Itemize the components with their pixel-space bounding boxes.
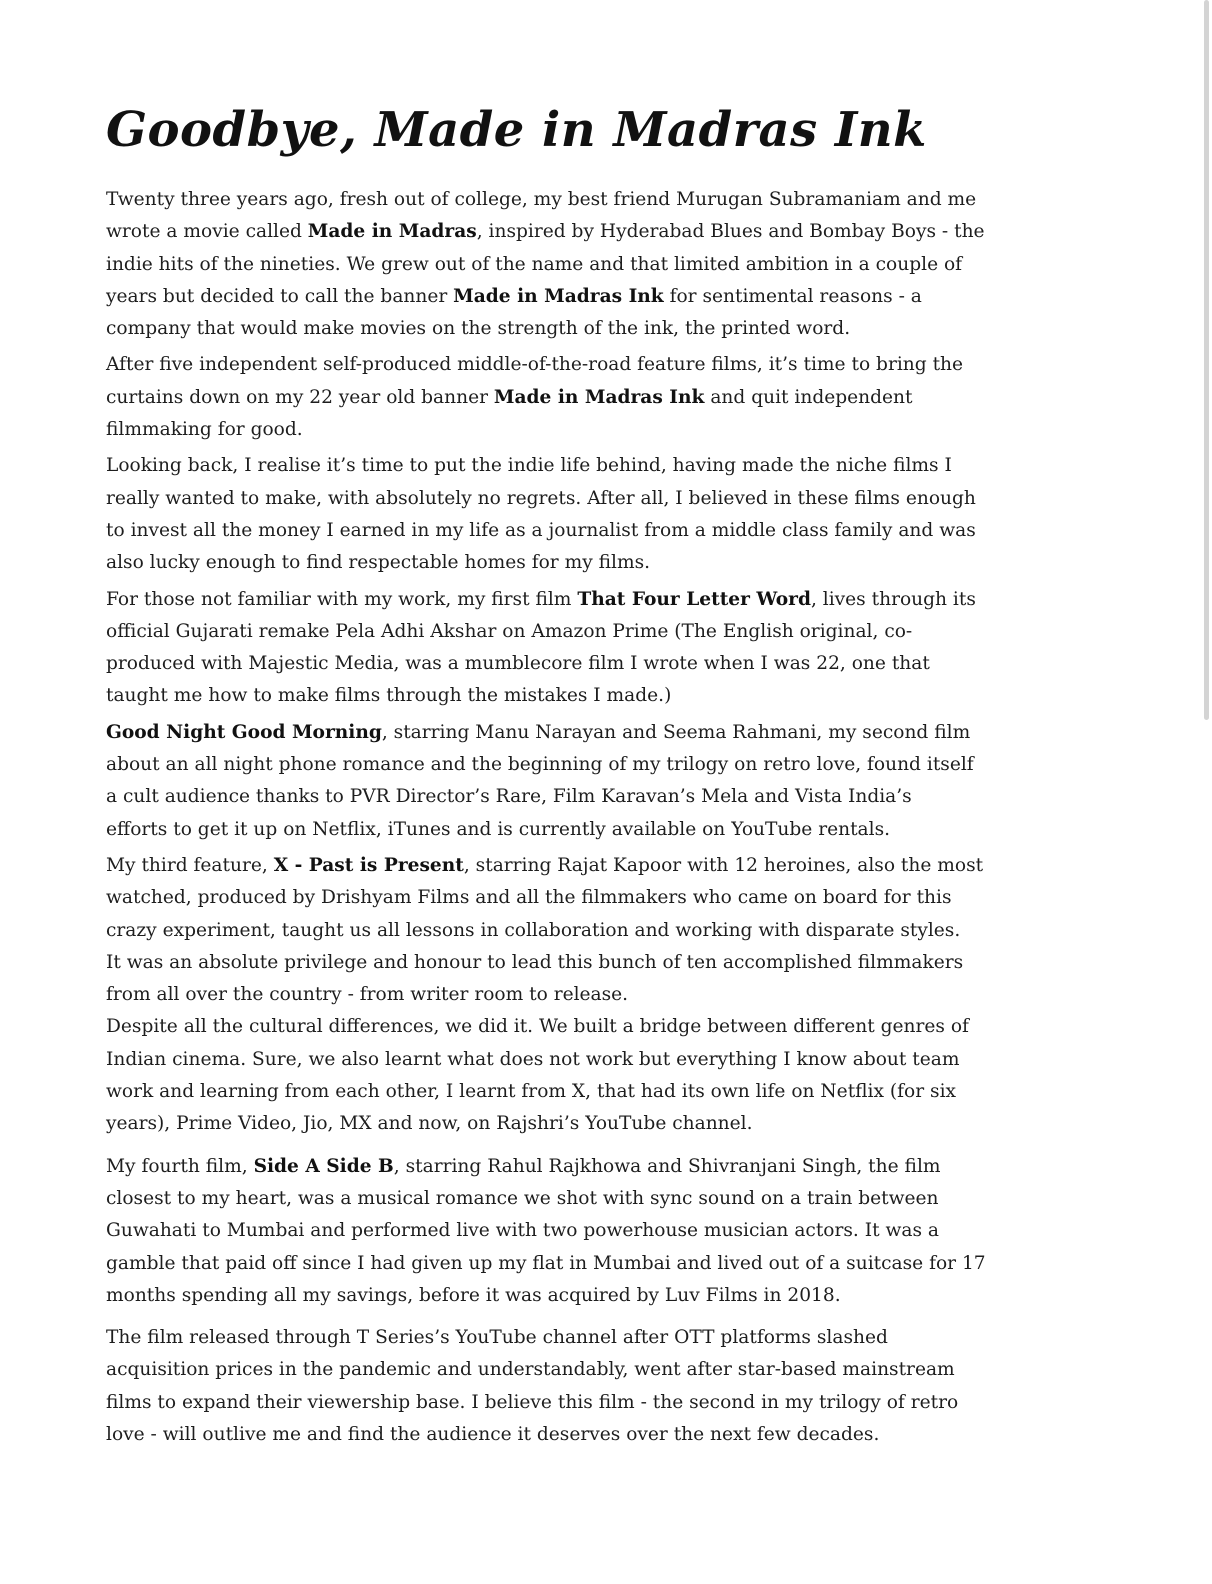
text-line [106, 915, 1090, 947]
text-run: closest to my heart, was a musical romance we shot with sync sound on a train between [106, 1187, 939, 1209]
text-line [106, 979, 1090, 1011]
text-run: My fourth film, [106, 1155, 254, 1177]
paragraph [106, 349, 1090, 446]
text-run: , lives through its [810, 588, 976, 610]
text-line [106, 313, 1090, 345]
scrollbar-thumb[interactable] [1204, 0, 1209, 720]
paragraph [106, 584, 1090, 713]
text-run: indie hits of the nineties. We grew out of the name and that limited ambition in a couple of [106, 253, 963, 275]
text-run: , starring Manu Narayan and Seema Rahmani, my second film [381, 721, 971, 743]
text-run: work and learning from each other, I learnt from X, that had its own life on Netflix (for six [106, 1081, 957, 1103]
text-run: films to expand their viewership base. I believe this film - the second in my trilogy of retro [106, 1391, 959, 1413]
paragraph [106, 850, 1090, 1011]
text-line [106, 584, 1090, 616]
text-line [106, 1419, 1090, 1451]
text-run: The film released through T Series’s YouTube channel after OTT platforms slashed [106, 1327, 888, 1349]
text-run: Indian cinema. Sure, we also learnt what does not work but everything I know about team [106, 1048, 960, 1070]
article-body [106, 184, 1090, 1451]
text-line [106, 1322, 1090, 1354]
text-line [106, 781, 1090, 813]
text-run: crazy experiment, taught us all lessons in collaboration and working with disparate styles. [106, 919, 961, 941]
text-run: , starring Rajat Kapoor with 12 heroines, also the most [463, 854, 984, 876]
text-run: Despite all the cultural differences, we did it. We built a bridge between different genres of [106, 1016, 969, 1038]
text-line [106, 1248, 1090, 1280]
text-line [106, 1215, 1090, 1247]
bold-title-text: X - Past is Present [273, 854, 464, 876]
text-run: also lucky enough to find respectable homes for my films. [106, 552, 651, 574]
text-run: , inspired by Hyderabad Blues and Bombay Boys - the [476, 221, 985, 243]
text-run: Looking back, I realise it’s time to put the indie life behind, having made the niche films I [106, 455, 952, 477]
text-line [106, 450, 1090, 482]
bold-title-text: That Four Letter Word [577, 588, 811, 610]
text-line [106, 1354, 1090, 1386]
bold-title-text: Made in Madras Ink [493, 386, 705, 408]
bold-title-text: Side A Side B [253, 1155, 394, 1177]
text-line [106, 1108, 1090, 1140]
text-line [106, 414, 1090, 446]
page-title: Goodbye, Made in Madras Ink [106, 102, 927, 158]
bold-title-text: Made in Madras Ink [453, 285, 664, 307]
text-line [106, 947, 1090, 979]
text-line [106, 1011, 1090, 1043]
text-line [106, 1076, 1090, 1108]
text-run: taught me how to make films through the mistakes I made.) [106, 685, 672, 707]
text-run: efforts to get it up on Netflix, iTunes and is currently available on YouTube rentals. [106, 818, 891, 840]
text-run: filmmaking for good. [106, 419, 303, 441]
text-run: It was an absolute privilege and honour to lead this bunch of ten accomplished filmmakers [106, 951, 964, 973]
text-line [106, 1183, 1090, 1215]
text-line [106, 717, 1090, 749]
text-run: acquisition prices in the pandemic and understandably, went after star-based mainstream [106, 1359, 955, 1381]
text-run: Twenty three years ago, fresh out of college, my best friend Murugan Subramaniam and me [106, 189, 977, 210]
paragraph [106, 450, 1090, 579]
text-run: for sentimental reasons - a [663, 285, 922, 307]
bold-title-text: Good Night Good Morning [106, 721, 382, 743]
text-run: wrote a movie called [106, 221, 308, 243]
text-run: gamble that paid off since I had given up my flat in Mumbai and lived out of a suitcase for 17 [106, 1252, 986, 1274]
text-line [106, 749, 1090, 781]
text-line [106, 1151, 1090, 1183]
text-line [106, 850, 1090, 882]
text-line [106, 814, 1090, 846]
text-line [106, 616, 1090, 648]
text-run: about an all night phone romance and the beginning of my trilogy on retro love, found itself [106, 754, 974, 776]
paragraph [106, 1322, 1090, 1451]
text-line [106, 680, 1090, 712]
text-line [106, 1387, 1090, 1419]
paragraph [106, 1011, 1090, 1140]
text-line [106, 281, 1090, 313]
text-line [106, 1280, 1090, 1312]
text-line [106, 249, 1090, 281]
text-run: , starring Rahul Rajkhowa and Shivranjani Singh, the film [393, 1155, 941, 1177]
text-line [106, 547, 1090, 579]
text-line [106, 882, 1090, 914]
text-line [106, 184, 1090, 216]
text-run: really wanted to make, with absolutely no regrets. After all, I believed in these films enough [106, 487, 976, 509]
paragraph [106, 717, 1090, 846]
text-run: curtains down on my 22 year old banner [106, 386, 494, 408]
text-run: produced with Majestic Media, was a mumblecore film I wrote when I was 22, one that [106, 653, 930, 675]
text-run: Guwahati to Mumbai and performed live with two powerhouse musician actors. It was a [106, 1220, 940, 1242]
text-line [106, 1044, 1090, 1076]
text-run: For those not familiar with my work, my first film [106, 588, 578, 610]
text-line [106, 648, 1090, 680]
text-run: and quit independent [704, 386, 913, 408]
text-line [106, 515, 1090, 547]
text-run: official Gujarati remake Pela Adhi Akshar on Amazon Prime (The English original, co- [106, 620, 913, 642]
paragraph [106, 1151, 1090, 1312]
text-run: My third feature, [106, 854, 274, 876]
text-run: to invest all the money I earned in my life as a journalist from a middle class family and was [106, 519, 976, 541]
text-line [106, 382, 1090, 414]
text-run: After five independent self-produced middle-of-the-road feature films, it’s time to bring the [106, 354, 964, 376]
text-run: company that would make movies on the strength of the ink, the printed word. [106, 318, 851, 340]
text-line [106, 216, 1090, 248]
text-line [106, 349, 1090, 381]
text-run: a cult audience thanks to PVR Director’s Rare, Film Karavan’s Mela and Vista India’s [106, 786, 912, 808]
bold-title-text: Made in Madras [307, 221, 477, 243]
text-run: years), Prime Video, Jio, MX and now, on Rajshri’s YouTube channel. [106, 1113, 753, 1135]
paragraph [106, 184, 1090, 345]
text-run: love - will outlive me and find the audience it deserves over the next few decades. [106, 1423, 880, 1445]
text-run: watched, produced by Drishyam Films and all the filmmakers who came on board for this [106, 887, 952, 909]
text-run: years but decided to call the banner [106, 285, 454, 307]
text-line [106, 483, 1090, 515]
text-run: months spending all my savings, before it was acquired by Luv Films in 2018. [106, 1284, 841, 1306]
text-run: from all over the country - from writer room to release. [106, 984, 629, 1006]
